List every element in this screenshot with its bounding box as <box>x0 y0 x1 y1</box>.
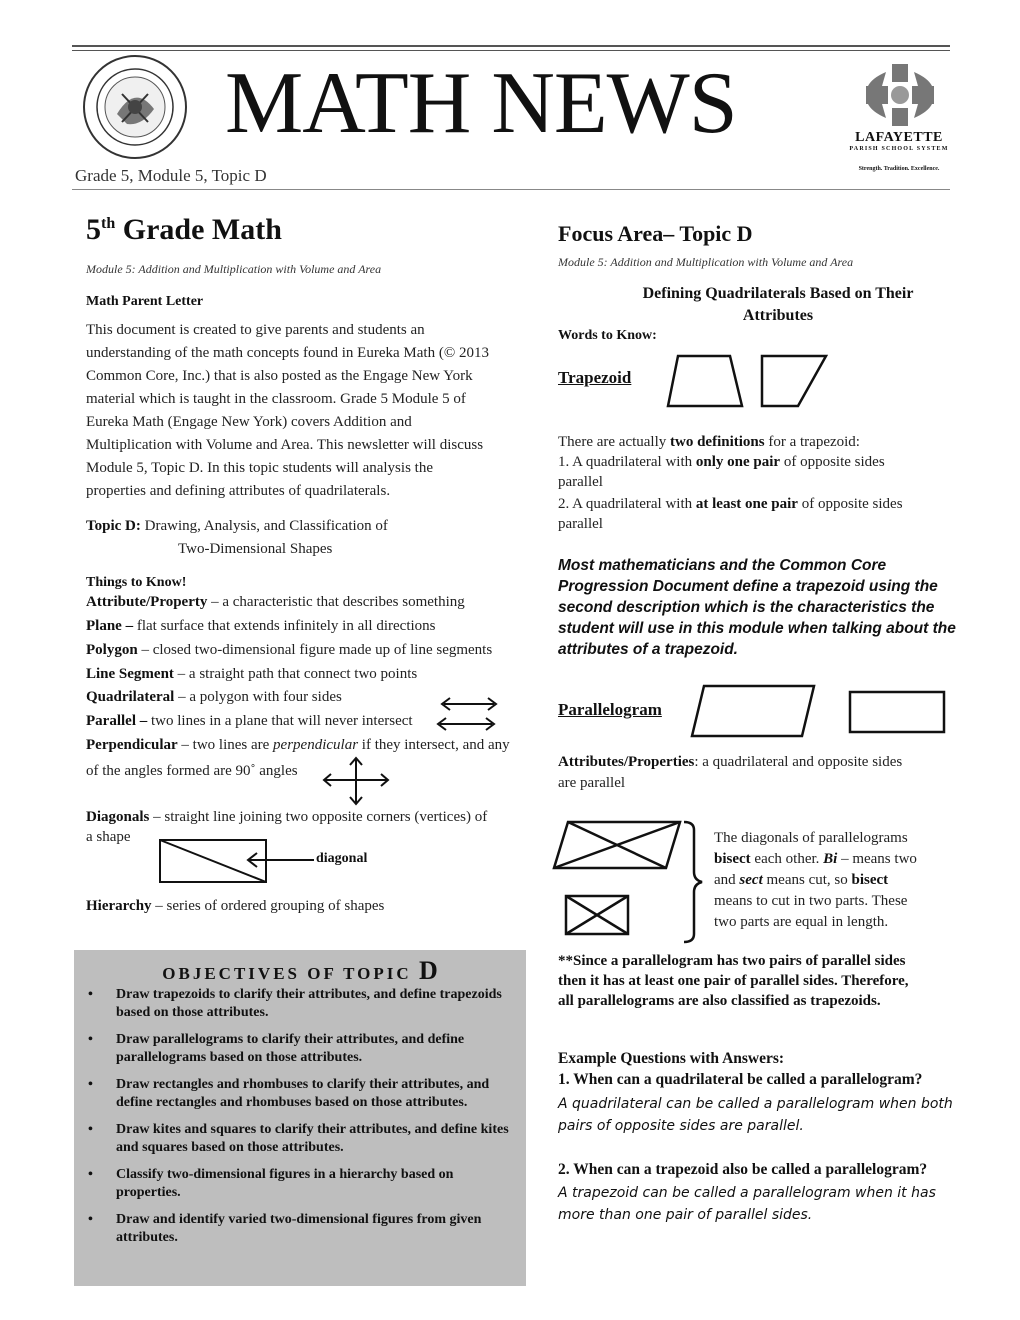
term-hierarchy: Hierarchy – series of ordered grouping of shapes <box>86 898 385 914</box>
attributes-line: Attributes/Properties: a quadrilateral and opposite sides are parallel <box>558 754 903 791</box>
examples-title: Example Questions with Answers: <box>558 1050 785 1067</box>
trap-def-1: 1. A quadrilateral with only one pair of opposite sides parallel <box>558 454 885 490</box>
term-parallel: Parallel – two lines in a plane that will never intersect <box>86 713 413 729</box>
objective-item: • Draw and identify varied two-dimensional figures from given attributes. <box>84 1211 514 1247</box>
trap-def-intro: There are actually two definitions for a trapezoid: <box>558 434 860 450</box>
right-module: Module 5: Addition and Multiplication with Volume and Area <box>558 255 854 269</box>
term-perpendicular-2: of the angles formed are 90˚ angles <box>86 763 298 779</box>
term-line-segment: Line Segment – a straight path that connect two points <box>86 666 418 682</box>
words-title: Words to Know: <box>558 328 657 343</box>
objective-item: • Draw parallelograms to clarify their attributes, and define parallelograms based on those attributes. <box>84 1031 514 1067</box>
objective-item: • Classify two-dimensional figures in a hierarchy based on properties. <box>84 1166 514 1202</box>
intro-paragraph: This document is created to give parents and students an understanding of the math concepts found in Eureka Math (© 2013 Common Core, Inc.) that is also posted as the Engage New York material which is taught in the classroom. Grade 5 Module 5 of Eureka Math (Engage New York) covers Addition and Multiplication with Volume and Area. This newsletter will discuss Module 5, Topic D. In this topic students will analysis the properties and defining attributes of quadrilaterals. <box>86 322 489 499</box>
topic-line: Topic D: Drawing, Analysis, and Classification of <box>86 518 388 534</box>
trapezoid-label: Trapezoid <box>558 368 632 387</box>
page-title: MATH NEWS <box>225 55 737 152</box>
parish-seal-icon <box>82 54 188 160</box>
bisect-explanation: The diagonals of parallelograms bisect each other. Bi – means two and sect means cut, so bisect means to cut in two parts. These two parts are equal in length. <box>714 830 917 930</box>
term-quadrilateral: Quadrilateral – a polygon with four sides <box>86 689 342 705</box>
perpendicular-arrows-icon <box>322 756 390 806</box>
parallelogram-shapes-icon <box>690 682 950 740</box>
answer-1: A quadrilateral can be called a parallelogram when both pairs of opposite sides are parallel. <box>558 1096 953 1134</box>
page-subtitle: Grade 5, Module 5, Topic D <box>75 166 267 185</box>
diagonal-label: diagonal <box>316 851 368 866</box>
logo-name: LAFAYETTE <box>855 130 943 145</box>
trapezoid-note: Most mathematicians and the Common Core Progression Document define a trapezoid using the second description which is the characteristics the student will use in this module when talking about the attributes of a trapezoid. <box>558 557 956 658</box>
term-attribute: Attribute/Property – a characteristic that describes something <box>86 594 465 610</box>
question-1: 1. When can a quadrilateral be called a parallelogram? <box>558 1071 923 1088</box>
since-note: **Since a parallelogram has two pairs of parallel sides then it has at least one pair of parallel sides. Therefore, all parallelograms are also classified as trapezoids. <box>558 953 909 1009</box>
term-plane: Plane – flat surface that extends infinitely in all directions <box>86 618 436 634</box>
objective-item: • Draw kites and squares to clarify their attributes, and define kites and squares based on those attributes. <box>84 1121 514 1157</box>
defining-title: Defining Quadrilaterals Based on Their Attributes <box>642 285 914 324</box>
logo-tagline: Strength. Tradition. Excellence. <box>858 166 940 172</box>
left-heading: 5th Grade Math <box>86 213 282 246</box>
right-heading: Focus Area– Topic D <box>558 221 753 246</box>
letter-title: Math Parent Letter <box>86 294 204 309</box>
diagonal-rectangle-icon <box>158 838 318 884</box>
term-perpendicular: Perpendicular – two lines are perpendicular if they intersect, and any <box>86 737 510 753</box>
term-diagonals-2: a shape <box>86 829 131 845</box>
objectives-title: OBJECTIVES OF TOPIC D <box>162 956 438 985</box>
term-polygon: Polygon – closed two-dimensional figure made up of line segments <box>86 642 493 658</box>
bisect-diagrams-icon <box>552 818 702 946</box>
left-module: Module 5: Addition and Multiplication with Volume and Area <box>86 262 382 276</box>
things-title: Things to Know! <box>86 575 187 590</box>
header-rule <box>72 189 950 190</box>
objective-item: • Draw rectangles and rhombuses to clarify their attributes, and define rectangles and rhombuses based on those attributes. <box>84 1076 514 1112</box>
objective-item: • Draw trapezoids to clarify their attributes, and define trapezoids based on those attributes. <box>84 986 514 1022</box>
objectives-list <box>84 986 514 1256</box>
parallel-arrows-icon <box>436 696 500 732</box>
trap-def-2: 2. A quadrilateral with at least one pair of opposite sides parallel <box>558 496 903 532</box>
parallelogram-label: Parallelogram <box>558 700 662 719</box>
logo-subtitle: PARISH SCHOOL SYSTEM <box>849 146 949 152</box>
top-rule <box>72 45 950 47</box>
lafayette-logo-icon <box>862 62 938 128</box>
question-2: 2. When can a trapezoid also be called a parallelogram? <box>558 1161 928 1178</box>
top-rule-thin <box>72 50 950 51</box>
topic-line-2: Two-Dimensional Shapes <box>178 541 333 557</box>
answer-2: A trapezoid can be called a parallelogram when it has more than one pair of parallel sides. <box>558 1185 936 1223</box>
trapezoid-shapes-icon <box>664 354 834 410</box>
term-diagonals: Diagonals – straight line joining two opposite corners (vertices) of <box>86 809 488 825</box>
